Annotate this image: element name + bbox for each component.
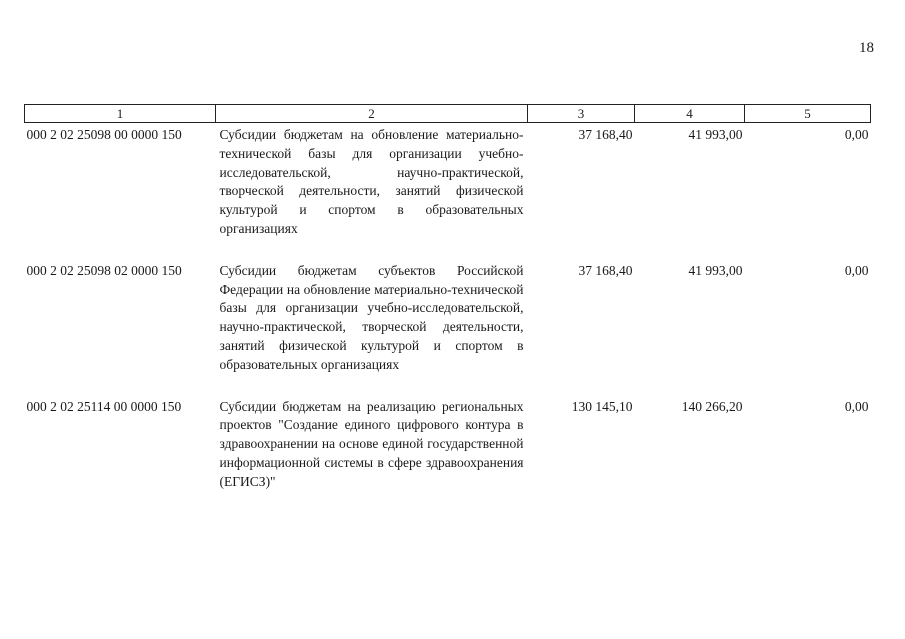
value-col5: 0,00 [844, 127, 869, 142]
page-number: 18 [859, 40, 874, 56]
column-header-2: 2 [216, 105, 528, 123]
budget-code: 000 2 02 25114 00 0000 150 [26, 398, 182, 414]
column-header-1: 1 [25, 105, 216, 123]
budget-code: 000 2 02 25098 02 0000 150 [26, 262, 182, 278]
value-col4: 140 266,20 [681, 398, 743, 414]
row-spacer [25, 375, 871, 395]
column-header-4: 4 [635, 105, 745, 123]
value-col3: 37 168,40 [578, 127, 633, 142]
table-row [25, 395, 871, 492]
budget-code: 000 2 02 25098 00 0000 150 [26, 127, 182, 142]
table-row [25, 259, 871, 375]
value-col3: 130 145,10 [571, 398, 633, 414]
row-description: Субсидии бюджетам на обновление материально-технической базы для организации учебно-исследовательской, научно-практической, творческой деятельности, занятий физической культурой и спортом в образовательных организациях [219, 127, 524, 236]
value-col5: 0,00 [844, 262, 869, 278]
value-col5: 0,00 [844, 398, 869, 414]
value-col4: 41 993,00 [688, 262, 743, 278]
table-row [25, 123, 871, 239]
value-col3: 37 168,40 [578, 262, 633, 278]
row-spacer [25, 239, 871, 259]
table-header-row [25, 105, 871, 123]
budget-table [24, 104, 871, 492]
row-description: Субсидии бюджетам субъектов Российской Федерации на обновление материально-технической базы для организации учебно-исследовательской, научно-практической, творческой деятельности, занятий физической культурой и спортом в образовательных организациях [219, 262, 524, 372]
row-description: Субсидии бюджетам на реализацию региональных проектов "Создание единого цифрового контура в здравоохранении на основе единой государственной информационной системы в сфере здравоохранения (ЕГИСЗ)" [219, 398, 524, 489]
value-col4: 41 993,00 [688, 127, 743, 142]
column-header-5: 5 [745, 105, 871, 123]
column-header-3: 3 [528, 105, 635, 123]
